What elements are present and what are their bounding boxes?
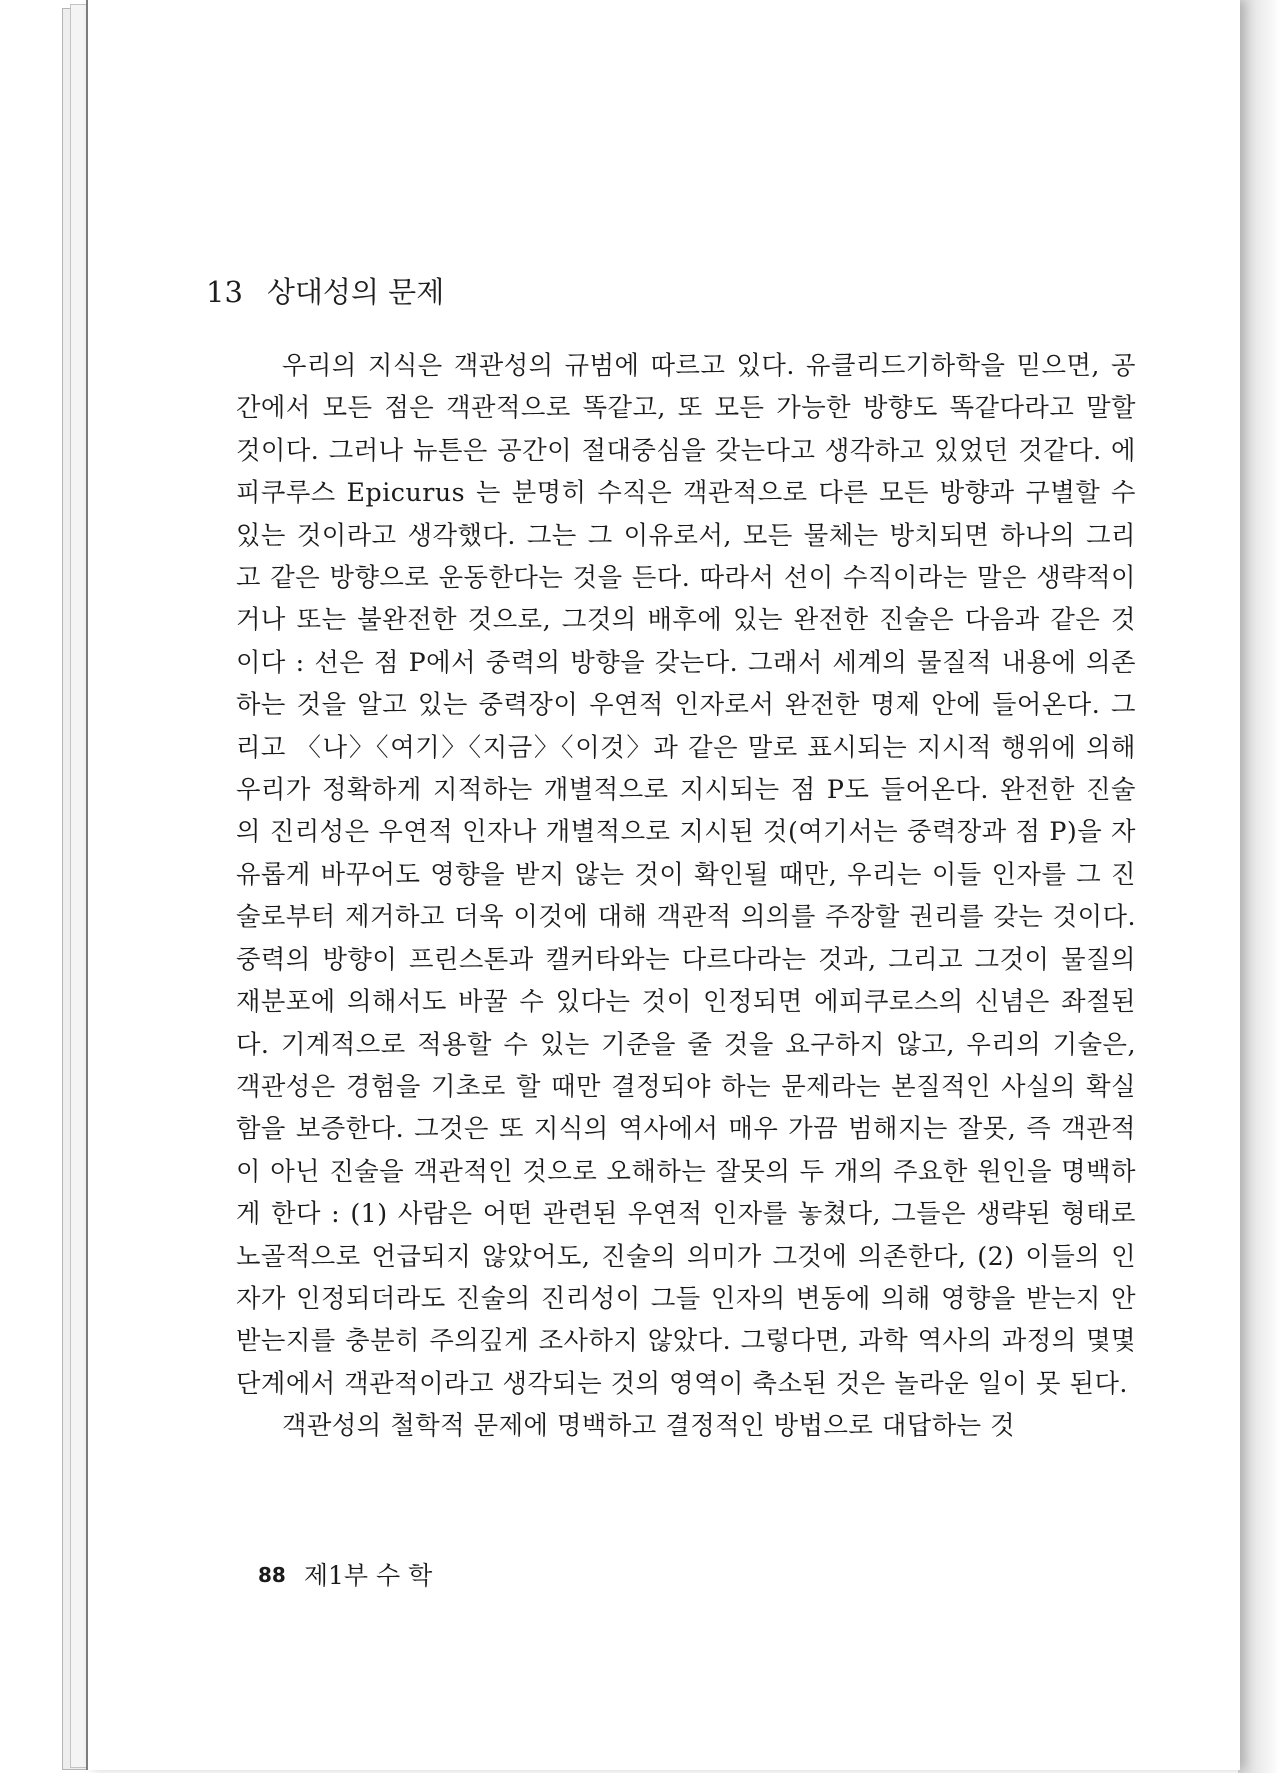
page-footer [258,1556,432,1592]
page-number: 88 [258,1563,286,1587]
page-shadow [1238,0,1280,1773]
section-number: 13 [206,275,243,309]
paragraph-1: 우리의 지식은 객관성의 규범에 따르고 있다. 유클리드기하학을 믿으면, 공간에서 모든 점은 객관적으로 똑같고, 또 모든 가능한 방향도 똑같다라고 말할 것이다. 그러나 뉴튼은 공간이 절대중심을 갖는다고 생각하고 있었던 것같다. 에피쿠루스 Epicurus 는 분명히 수직은 객관적으로 다른 모든 방향과 구별할 수 있는 것이라고 생각했다. 그는 그 이유로서, 모든 물체는 방치되면 하나의 그리고 같은 방향으로 운동한다는 것을 든다. 따라서 선이 수직이라는 말은 생략적이거나 또는 불완전한 것으로, 그것의 배후에 있는 완전한 진술은 다음과 같은 것이다 : 선은 점 P에서 중력의 방향을 갖는다. 그래서 세계의 물질적 내용에 의존하는 것을 알고 있는 중력장이 우연적 인자로서 완전한 명제 안에 들어온다. 그리고 〈나〉〈여기〉〈지금〉〈이것〉과 같은 말로 표시되는 지시적 행위에 의해 우리가 정확하게 지적하는 개별적으로 지시되는 점 P도 들어온다. 완전한 진술의 진리성은 우연적 인자나 개별적으로 지시된 것(여기서는 중력장과 점 P)을 자유롭게 바꾸어도 영향을 받지 않는 것이 확인될 때만, 우리는 이들 인자를 그 진술로부터 제거하고 더욱 이것에 대해 객관적 의의를 주장할 권리를 갖는 것이다. 중력의 방향이 프린스톤과 캘커타와는 다르다라는 것과, 그리고 그것이 물질의 재분포에 의해서도 바꿀 수 있다는 것이 인정되면 에피쿠로스의 신념은 좌절된다. 기계적으로 적용할 수 있는 기준을 줄 것을 요구하지 않고, 우리의 기술은, 객관성은 경험을 기초로 할 때만 결정되야 하는 문제라는 본질적인 사실의 확실함을 보증한다. 그것은 또 지식의 역사에서 매우 가끔 범해지는 잘못, 즉 객관적이 아닌 진술을 객관적인 것으로 오해하는 잘못의 두 개의 주요한 원인을 명백하게 한다 : (1) 사람은 어떤 관련된 우연적 인자를 놓쳤다, 그들은 생략된 형태로 노골적으로 언급되지 않았어도, 진술의 의미가 그것에 의존한다, (2) 이들의 인자가 인정되더라도 진술의 진리성이 그들 인자의 변동에 의해 영향을 받는지 안받는지를 충분히 주의깊게 조사하지 않았다. 그렇다면, 과학 역사의 과정의 몇몇 단계에서 객관적이라고 생각되는 것의 영역이 축소된 것은 놀라운 일이 못 된다. [236,351,1136,1398]
section-heading [206,270,444,311]
section-title: 상대성의 문제 [266,275,445,309]
paragraph-2: 객관성의 철학적 문제에 명백하고 결정적인 방법으로 대답하는 것 [282,1411,1016,1441]
body-text [236,345,1136,1448]
part-label: 제1부 수 학 [303,1561,433,1590]
